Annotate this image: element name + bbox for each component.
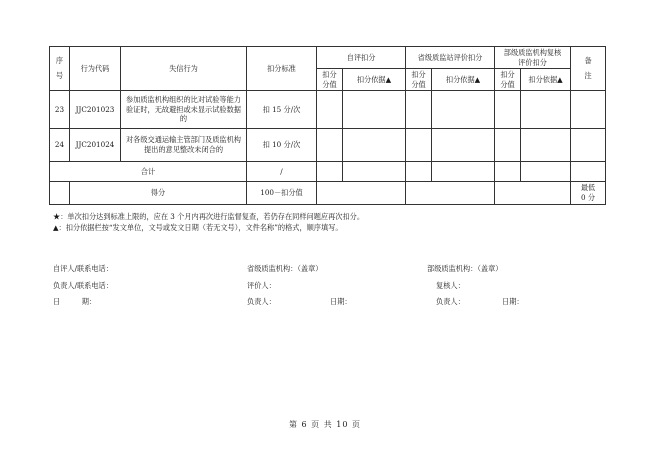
ministry-org-label: 部级质监机构：（盖章） bbox=[427, 264, 503, 273]
score-row bbox=[50, 182, 606, 205]
row-behavior: 参加质监机构组织的比对试验等能力验证时，无故避担或未显示试验数据的 bbox=[121, 91, 247, 129]
self-contact-label: 自评人/联系电话： bbox=[53, 264, 113, 273]
header-code: 行为代码 bbox=[70, 47, 121, 91]
credit-evaluation-table bbox=[49, 46, 606, 205]
ministry-score-cell[interactable] bbox=[495, 162, 521, 182]
head-right-label: 负责人： bbox=[436, 297, 465, 306]
row-code: JJC201024 bbox=[70, 129, 121, 162]
self-score-cell[interactable] bbox=[317, 129, 343, 162]
header-self-basis: 扣分依据▲ bbox=[343, 69, 406, 91]
date-left-label: 日 期： bbox=[53, 297, 97, 306]
header-province-group: 省级质监站评价扣分 bbox=[406, 47, 495, 69]
ministry-score-cell[interactable] bbox=[495, 129, 521, 162]
ministry-basis-cell[interactable] bbox=[521, 91, 571, 129]
note-triangle: ▲：扣分依据栏按“发文单位，文号或发文日期（若无文号），文件名称”的格式，顺序填写。 bbox=[53, 223, 343, 232]
note-star: ★：单次扣分达到标准上限的，应在 3 个月内再次进行监督复查，若仍存在同样问题应再次扣分。 bbox=[53, 212, 365, 221]
table-header-row bbox=[50, 47, 606, 69]
score-seq-cell bbox=[50, 182, 70, 205]
province-basis-cell[interactable] bbox=[432, 91, 495, 129]
header-standard: 扣分标准 bbox=[247, 47, 317, 91]
header-behavior: 失信行为 bbox=[121, 47, 247, 91]
total-row bbox=[50, 162, 606, 182]
self-score-cell[interactable] bbox=[317, 162, 343, 182]
date-right-label: 日期： bbox=[502, 297, 524, 306]
total-standard: / bbox=[247, 162, 317, 182]
self-score-cell[interactable] bbox=[317, 91, 343, 129]
remark-cell[interactable] bbox=[571, 162, 606, 182]
self-score-total-cell[interactable] bbox=[317, 182, 406, 205]
table-row bbox=[50, 129, 606, 162]
header-province-basis: 扣分依据▲ bbox=[432, 69, 495, 91]
header-ministry-score: 扣分 分值 bbox=[495, 69, 521, 91]
province-org-label: 省级质监机构：（盖章） bbox=[247, 264, 323, 273]
row-standard: 扣 10 分/次 bbox=[247, 129, 317, 162]
score-standard: 100－扣分值 bbox=[247, 182, 317, 205]
row-seq: 24 bbox=[50, 129, 70, 162]
total-label: 合计 bbox=[50, 162, 247, 182]
head-contact-label: 负责人/联系电话： bbox=[53, 281, 113, 290]
province-basis-cell[interactable] bbox=[432, 129, 495, 162]
row-code: JJC201023 bbox=[70, 91, 121, 129]
header-seq: 序 号 bbox=[50, 47, 70, 91]
self-basis-cell[interactable] bbox=[343, 162, 406, 182]
reviewer-label: 复核人： bbox=[436, 281, 465, 290]
evaluator-label: 评价人： bbox=[247, 281, 276, 290]
ministry-score-cell[interactable] bbox=[495, 91, 521, 129]
header-ministry-group: 部级质监机构复核 评价扣分 bbox=[495, 47, 571, 69]
row-seq: 23 bbox=[50, 91, 70, 129]
header-remark: 备 注 bbox=[571, 47, 606, 91]
page-number: 第 6 页 共 10 页 bbox=[289, 420, 361, 429]
province-score-total-cell[interactable] bbox=[406, 182, 495, 205]
header-province-score: 扣分 分值 bbox=[406, 69, 432, 91]
header-self-group: 自评扣分 bbox=[317, 47, 406, 69]
remark-cell[interactable] bbox=[571, 91, 606, 129]
header-self-score: 扣分 分值 bbox=[317, 69, 343, 91]
row-behavior: 对各级交通运输主管部门及质监机构提出的意见整改未闭合的 bbox=[121, 129, 247, 162]
ministry-score-total-cell[interactable] bbox=[495, 182, 571, 205]
row-standard: 扣 15 分/次 bbox=[247, 91, 317, 129]
remark-cell[interactable] bbox=[571, 129, 606, 162]
self-basis-cell[interactable] bbox=[343, 91, 406, 129]
province-basis-cell[interactable] bbox=[432, 162, 495, 182]
score-label: 得分 bbox=[70, 182, 247, 205]
table-row bbox=[50, 91, 606, 129]
province-score-cell[interactable] bbox=[406, 91, 432, 129]
province-score-cell[interactable] bbox=[406, 129, 432, 162]
self-basis-cell[interactable] bbox=[343, 129, 406, 162]
header-ministry-basis: 扣分依据▲ bbox=[521, 69, 571, 91]
ministry-basis-cell[interactable] bbox=[521, 129, 571, 162]
score-remark: 最低 0 分 bbox=[571, 182, 606, 205]
notes bbox=[53, 211, 364, 233]
head-mid-label: 负责人： bbox=[247, 297, 276, 306]
ministry-basis-cell[interactable] bbox=[521, 162, 571, 182]
province-score-cell[interactable] bbox=[406, 162, 432, 182]
date-mid-label: 日期： bbox=[330, 297, 352, 306]
